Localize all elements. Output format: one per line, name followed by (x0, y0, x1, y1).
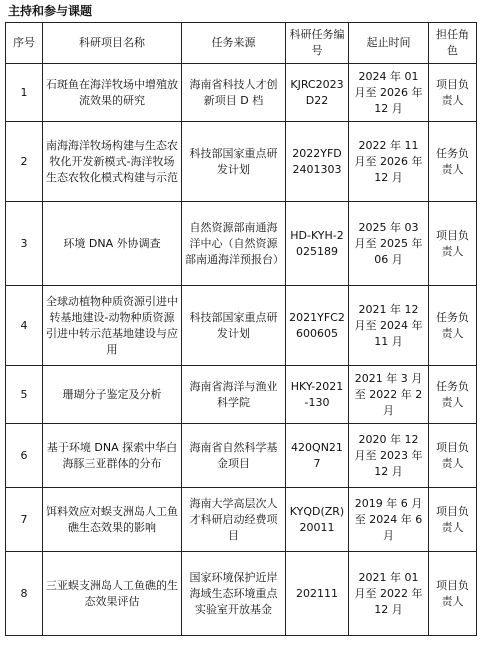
project-source: 海南大学高层次人才科研启动经费项目 (182, 488, 286, 552)
row-number: 1 (6, 64, 43, 122)
project-code: 420QN217 (286, 424, 349, 488)
project-name: 石斑鱼在海洋牧场中增殖放流效果的研究 (43, 64, 182, 122)
project-role: 任务负责人 (429, 366, 477, 424)
project-code: HKY-2021-130 (286, 366, 349, 424)
project-period: 2021 年 3 月至 2022 年 2 月 (349, 366, 429, 424)
project-source: 科技部国家重点研发计划 (182, 286, 286, 366)
row-number: 3 (6, 202, 43, 286)
project-name: 环境 DNA 外协调查 (43, 202, 182, 286)
project-role: 任务负责人 (429, 286, 477, 366)
table-row (6, 64, 477, 122)
table-row (6, 552, 477, 636)
header-period: 起止时间 (349, 23, 429, 64)
project-code: KJRC2023D22 (286, 64, 349, 122)
project-period: 2025 年 03 月至 2025 年 06 月 (349, 202, 429, 286)
project-name: 珊瑚分子鉴定及分析 (43, 366, 182, 424)
project-source: 海南省自然科学基金项目 (182, 424, 286, 488)
projects-table (5, 22, 477, 636)
table-row (6, 202, 477, 286)
table-row (6, 286, 477, 366)
row-number: 5 (6, 366, 43, 424)
project-name: 三亚蜈支洲岛人工鱼礁的生态效果评估 (43, 552, 182, 636)
project-role: 项目负责人 (429, 552, 477, 636)
project-period: 2020 年 12 月至 2023 年 12 月 (349, 424, 429, 488)
header-code: 科研任务编号 (286, 23, 349, 64)
project-period: 2021 年 12 月至 2024 年 11 月 (349, 286, 429, 366)
header-project-name: 科研项目名称 (43, 23, 182, 64)
project-role: 任务负责人 (429, 122, 477, 202)
table-row (6, 366, 477, 424)
project-name: 基于环境 DNA 探索中华白海豚三亚群体的分布 (43, 424, 182, 488)
project-source: 科技部国家重点研发计划 (182, 122, 286, 202)
header-number: 序号 (6, 23, 43, 64)
row-number: 8 (6, 552, 43, 636)
project-role: 项目负责人 (429, 64, 477, 122)
header-role: 担任角色 (429, 23, 477, 64)
project-source: 国家环境保护近岸海域生态环境重点实验室开放基金 (182, 552, 286, 636)
project-period: 2024 年 01 月至 2026 年 12 月 (349, 64, 429, 122)
project-code: KYQD(ZR)20011 (286, 488, 349, 552)
project-period: 2022 年 11 月至 2026 年 12 月 (349, 122, 429, 202)
project-period: 2019 年 6 月至 2024 年 6 月 (349, 488, 429, 552)
row-number: 2 (6, 122, 43, 202)
project-code: 2021YFC2600605 (286, 286, 349, 366)
section-title: 主持和参与课题 (8, 4, 93, 18)
project-code: 2022YFD2401303 (286, 122, 349, 202)
project-source: 海南省海洋与渔业科学院 (182, 366, 286, 424)
row-number: 6 (6, 424, 43, 488)
project-code: 202111 (286, 552, 349, 636)
row-number: 4 (6, 286, 43, 366)
project-role: 项目负责人 (429, 202, 477, 286)
project-role: 项目负责人 (429, 424, 477, 488)
project-name: 南海海洋牧场构建与生态农牧化开发新模式-海洋牧场生态农牧化模式构建与示范 (43, 122, 182, 202)
project-name: 全球动植物种质资源引进中转基地建设-动物种质资源引进中转示范基地建设与应用 (43, 286, 182, 366)
project-code: HD-KYH-2025189 (286, 202, 349, 286)
table-row (6, 488, 477, 552)
project-name: 饵料效应对蜈支洲岛人工鱼礁生态效果的影响 (43, 488, 182, 552)
project-role: 项目负责人 (429, 488, 477, 552)
table-header-row (6, 23, 477, 64)
table-row (6, 122, 477, 202)
project-period: 2021 年 01 月至 2022 年 12 月 (349, 552, 429, 636)
table-row (6, 424, 477, 488)
project-source: 自然资源部南通海洋中心（自然资源部南通海洋预报台） (182, 202, 286, 286)
header-source: 任务来源 (182, 23, 286, 64)
row-number: 7 (6, 488, 43, 552)
project-source: 海南省科技人才创新项目 D 档 (182, 64, 286, 122)
